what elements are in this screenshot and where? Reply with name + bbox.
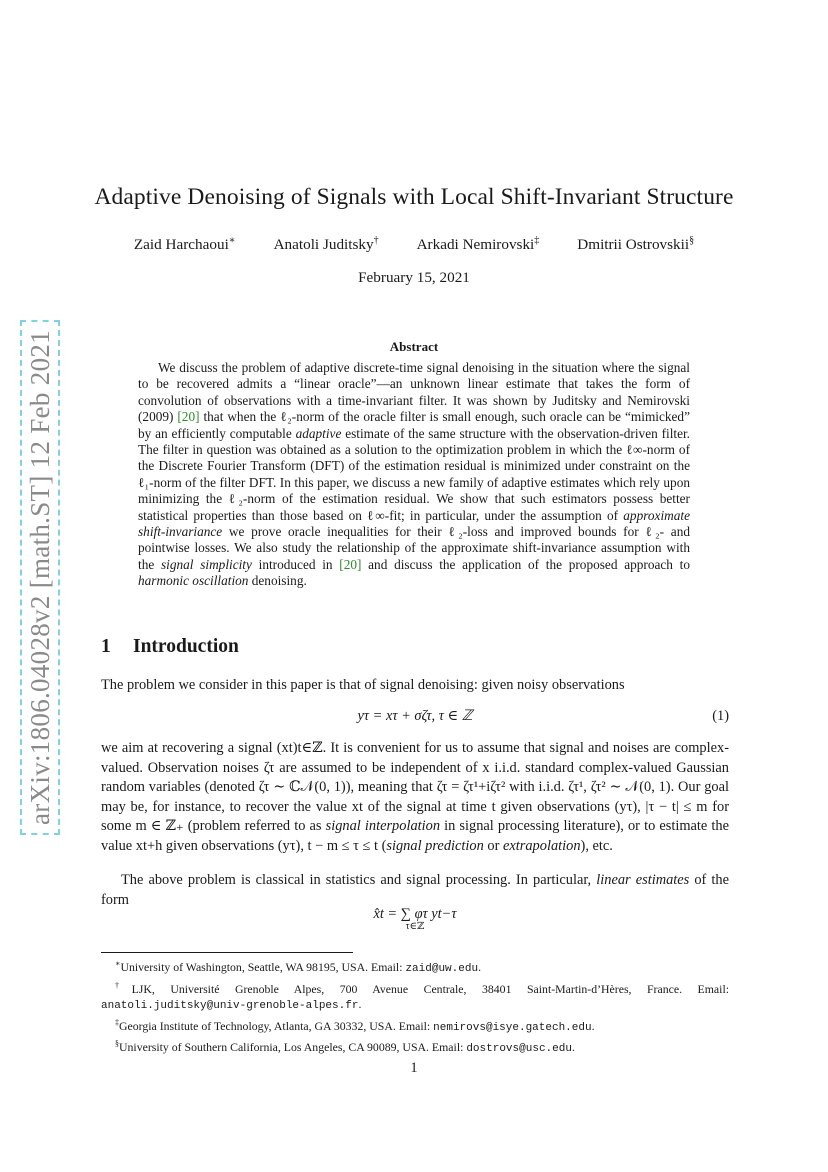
author: Dmitrii Ostrovskii§ [577,235,695,254]
author-list [0,235,828,254]
arxiv-side-stamp [20,320,60,835]
citation-link[interactable]: [20] [339,556,362,572]
equation-linear-estimate: x̂t = ∑ φτ yt−τ τ∈ℤ [373,906,457,932]
footnote: ‡Georgia Institute of Technology, Atlanta, GA 30332, USA. Email: nemirovs@isye.gatech.edu. [115,1017,595,1034]
abstract-heading: Abstract [389,339,439,354]
email-link[interactable]: zaid@uw.edu [405,962,479,975]
footnote: †LJK, Université Grenoble Alpes, 700 Avenue Centrale, 38401 Saint-Martin-d’Hères, France. Email: anatoli.juditsky@univ-grenoble-alpes.fr. [101,980,729,1013]
paper-date: February 15, 2021 [358,269,470,286]
author: Anatoli Juditsky† [273,235,379,254]
arxiv-identifier: arXiv:1806.04028v2 [math.ST] 12 Feb 2021 [24,330,55,825]
footnote: ∗University of Washington, Seattle, WA 98195, USA. Email: zaid@uw.edu. [115,959,482,975]
intro-paragraph: we aim at recovering a signal (xt)t∈ℤ. It is convenient for us to assume that signal and noises are complex-valued. Observation noises ζτ are assumed to be independent of x i.i.d. standard complex-valued Gaussian random variables (denoted ζτ ∼ ℂ𝒩(0, 1)), meaning that ζτ = ζτ¹+iζτ² with i.i.d. ζτ¹, ζτ² ∼ 𝒩(0, 1). Our goal may be, for instance, to recover the value xt of the signal at time t given observations (yτ), |τ − t| ≤ m for some m ∈ ℤ₊ (problem referred to as signal interpolation in signal processing literature), or to estimate the value xt+h given observations (yτ), t − m ≤ τ ≤ t (signal prediction or extrapolation), etc. [101,740,729,854]
abstract-text: We discuss the problem of adaptive discrete-time signal denoising in the situation where the signal to be recovered admits a “linear oracle”—an unknown linear estimate that takes the form of convolution of observations with a time-invariant filter. It was shown by Juditsky and Nemirovski (2009) [20] that when the ℓ₂-norm of the oracle filter is small enough, such oracle can be “mimicked” by an efficiently computable adaptive estimate of the same structure with the observation-driven filter. The filter in question was obtained as a solution to the optimization problem in which the ℓ∞-norm of the Discrete Fourier Transform (DFT) of the estimation residual is minimized under constraint on the ℓ₁-norm of the filter DFT. In this paper, we discuss a new family of adaptive estimates which rely upon minimizing the ℓ₂-norm of the estimation residual. We show that such estimators possess better statistical properties than those based on ℓ∞-fit; in particular, under the assumption of approximate shift-invariance we prove oracle inequalities for their ℓ₂-loss and improved bounds for ℓ₂- and pointwise losses. We also study the relationship of the approximate shift-invariance assumption with the signal simplicity introduced in [20] and discuss the application of the proposed approach to harmonic oscillation denoising. [138,360,690,589]
footnotes [101,956,729,1058]
section-heading: 1 Introduction [101,636,239,657]
citation-link[interactable]: [20] [177,409,200,425]
email-link[interactable]: anatoli.juditsky@univ-grenoble-alpes.fr [101,1000,359,1013]
footnote-rule [101,952,353,953]
email-link[interactable]: dostrovs@usc.edu [466,1043,572,1056]
author: Zaid Harchaoui∗ [133,235,236,254]
page-number: 1 [410,1060,418,1076]
footnote: §University of Southern California, Los Angeles, CA 90089, USA. Email: dostrovs@usc.edu. [115,1039,575,1056]
intro-paragraph: The above problem is classical in statistics and signal processing. In particular, linear estimates of the form [101,872,730,908]
intro-paragraph: The problem we consider in this paper is that of signal denoising: given noisy observations [101,677,625,693]
paper-title: Adaptive Denoising of Signals with Local Shift-Invariant Structure [94,184,734,210]
email-link[interactable]: nemirovs@isye.gatech.edu [433,1021,592,1034]
author: Arkadi Nemirovski‡ [416,235,540,254]
equation-expression: yτ = xτ + σζτ, τ ∈ ℤ [357,708,473,724]
equation-number: (1) [712,708,729,724]
